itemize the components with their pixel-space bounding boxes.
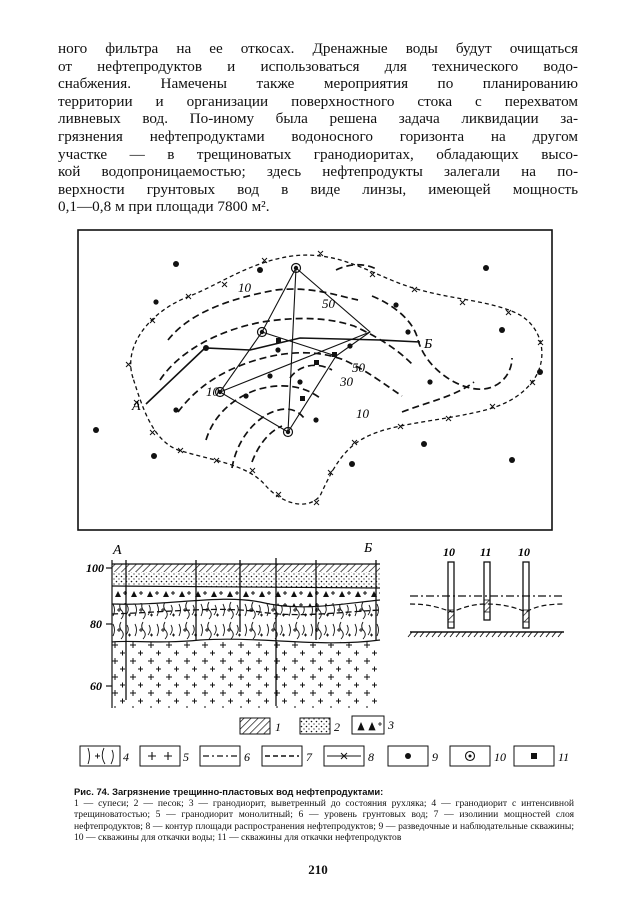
isoline-label: 50 bbox=[322, 296, 335, 311]
section-point-b: Б bbox=[364, 541, 373, 556]
legend-swatch-3 bbox=[352, 716, 384, 734]
geologic-section bbox=[86, 541, 380, 708]
elevation-label: 60 bbox=[90, 679, 102, 693]
legend-number: 4 bbox=[123, 750, 129, 764]
section-point-a: А bbox=[113, 543, 122, 558]
text-line: территории и организации поверхностного стока с перехватом bbox=[58, 92, 578, 110]
legend-swatch-5 bbox=[140, 746, 180, 766]
text-line: снабжения. Намечены также мероприятия по планированию bbox=[58, 75, 578, 93]
elevation-label: 100 bbox=[86, 561, 104, 575]
isoline-label: 10 bbox=[238, 280, 251, 295]
isoline-label: 50 bbox=[352, 360, 365, 375]
well-label: 10 bbox=[518, 545, 530, 559]
legend-number: 3 bbox=[388, 718, 394, 732]
text-line: грязнения нефтепродуктами водоносного горизонта на другом bbox=[58, 127, 578, 145]
elevation-label: 80 bbox=[90, 617, 102, 631]
legend-number: 7 bbox=[306, 750, 312, 764]
legend-swatch-2 bbox=[300, 718, 330, 734]
legend-number: 10 bbox=[494, 750, 506, 764]
layer-sandy-loam bbox=[112, 564, 380, 572]
legend-number: 11 bbox=[558, 750, 570, 764]
text-line: от нефтепродуктов и использоваться для технического водо- bbox=[58, 57, 578, 75]
text-line: ного фильтра на ее откосах. Дренажные воды будут очищаться bbox=[58, 40, 578, 57]
legend-number: 9 bbox=[432, 750, 438, 764]
caption-title: Рис. 74. Загрязнение трещинно-пластовых вод нефтепродуктами: bbox=[74, 786, 384, 797]
profile-point-a: А bbox=[132, 399, 141, 414]
text-line: участке — в трещиноватых гранодиоритах, обладающих высо- bbox=[58, 145, 578, 163]
well-label: 10 bbox=[443, 545, 455, 559]
legend-number: 6 bbox=[244, 750, 250, 764]
text-line: ливневых вод. По-иному была решена задача ликвидации за- bbox=[58, 110, 578, 128]
isoline-label: 10 bbox=[206, 384, 219, 399]
page-number: 210 bbox=[308, 862, 328, 877]
legend-swatch-1 bbox=[240, 718, 270, 734]
well-scheme bbox=[408, 545, 564, 637]
figure-caption bbox=[74, 786, 574, 844]
well-label: 11 bbox=[480, 545, 492, 559]
map-frame bbox=[78, 230, 552, 530]
text-line: верхности грунтовых вод в виде линзы, имеющей мощность bbox=[58, 180, 578, 198]
legend-number: 8 bbox=[368, 750, 374, 764]
caption-body: 1 — супеси; 2 — песок; 3 — гранодиорит, выветренный до состояния рухляка; 4 — гранодиорит с интенсивной трещиноватостью; 5 — гранодиорит монолитный; 6 — уровень грунтовых вод; 7 — изолинии мощностей слоя нефтепродуктов; 8 — контур площади распространения нефтепродуктов; 9 — разведочные и наблюдательные скважины; 10 — скважины для откачки воды; 11 — скважины для откачки нефтепродуктов bbox=[74, 797, 574, 844]
isoline-label: 30 bbox=[340, 374, 353, 389]
map-panel bbox=[78, 230, 552, 530]
profile-point-b: Б bbox=[424, 337, 433, 352]
text-line: 0,1—0,8 м при площади 7800 м². bbox=[58, 198, 270, 216]
legend bbox=[80, 716, 569, 766]
layer-monolithic-granodiorite bbox=[112, 639, 380, 708]
layer-sand bbox=[112, 572, 380, 588]
legend-number: 2 bbox=[334, 720, 340, 734]
legend-number: 1 bbox=[275, 720, 281, 734]
isoline-label: 10 bbox=[356, 406, 369, 421]
layer-fractured-granodiorite bbox=[112, 599, 380, 643]
text-line: кой водопроницаемостью; здесь нефтепродукты залегали на по- bbox=[58, 163, 578, 181]
legend-number: 5 bbox=[183, 750, 189, 764]
